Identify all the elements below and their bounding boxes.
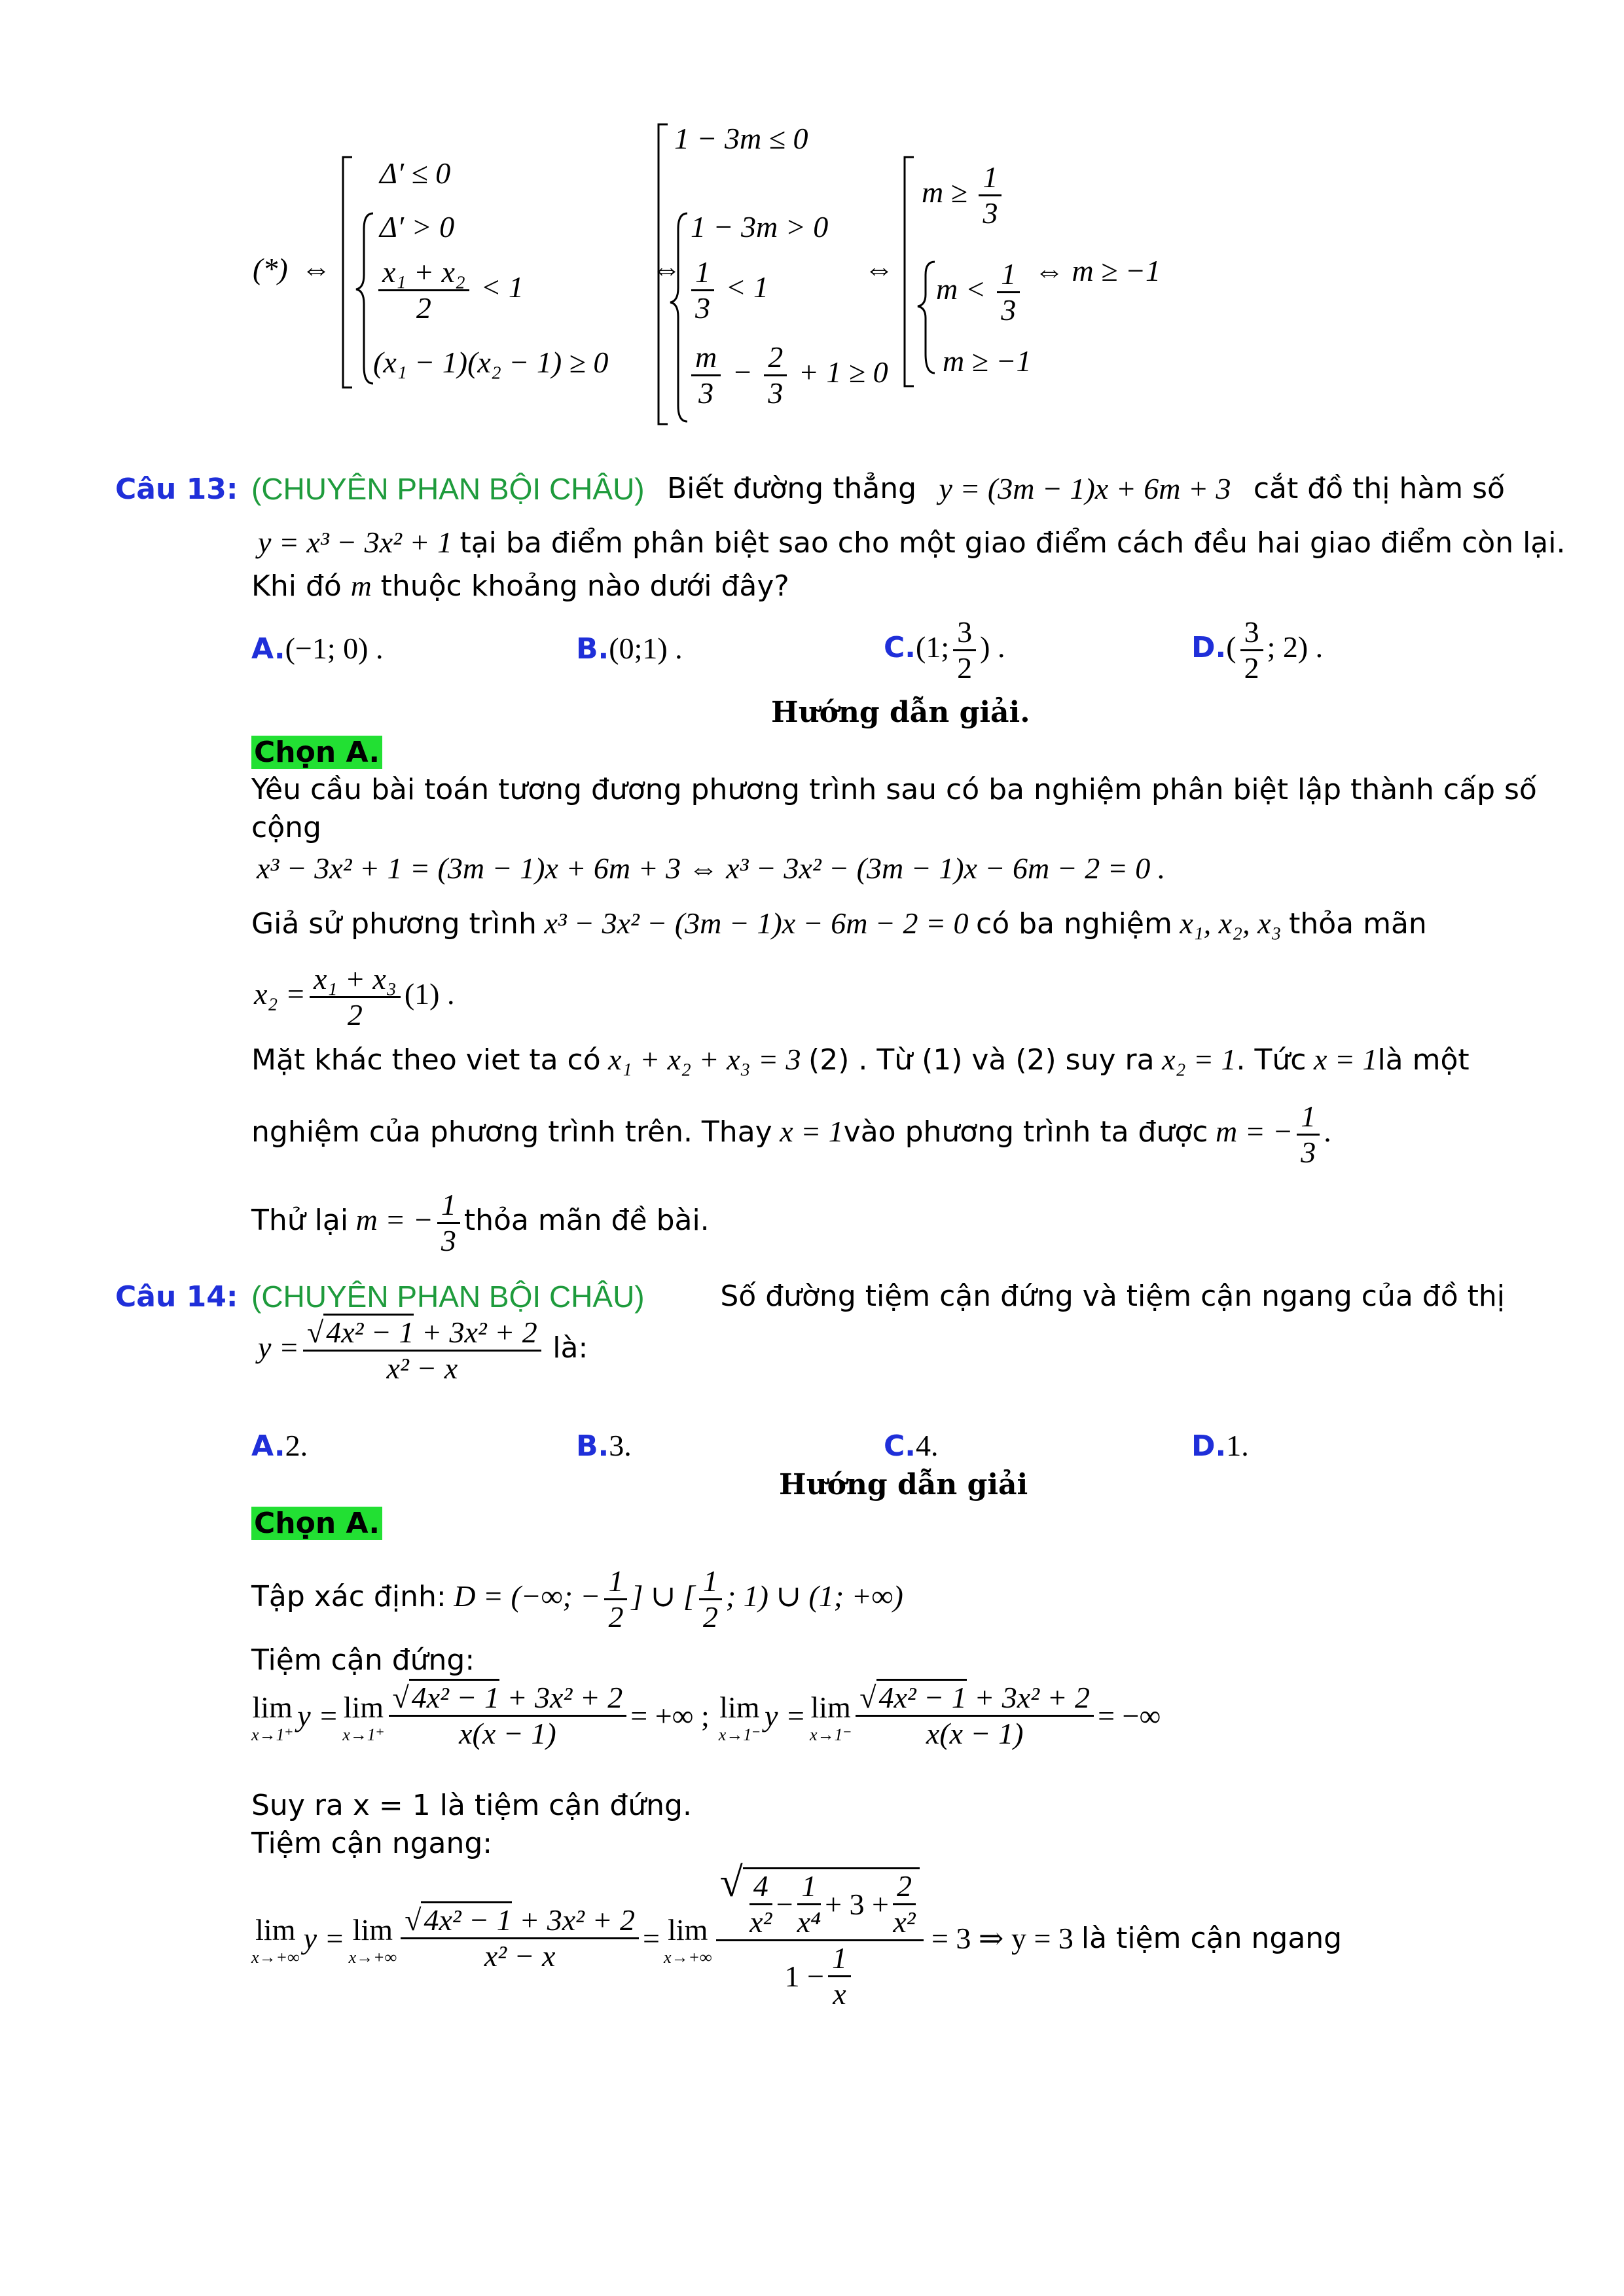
solution-equation: x³ − 3x² + 1 = (3m − 1)x + 6m + 3 ⇔ x³ − 3x² − (3m − 1)x − 6m − 2 = 0 .	[257, 852, 1166, 885]
fraction: $\frac{1}{2}$	[699, 1564, 722, 1634]
question-label: Câu 14:	[115, 1280, 238, 1314]
fraction: $\frac{\text{√4x² − 1 + 3x² + 2}}{\text{x² − x}}$	[303, 1316, 541, 1386]
fraction: $\frac{m}{3}$	[691, 340, 721, 410]
fraction: $\frac{1}{3}$	[979, 160, 1001, 230]
function-definition: y = $\frac{\text{√4x² − 1 + 3x² + 2}}{\text{x² − x}}$ là:	[258, 1316, 588, 1386]
question-text: Số đường tiệm cận đứng và tiệm cận ngang của đồ thị	[720, 1280, 1505, 1313]
option-c[interactable]: C.(1; $\frac{3}{2}$ ) .	[884, 615, 1005, 685]
equiv-arrow: ⇔	[301, 252, 331, 285]
answer-highlight: Chọn A.	[251, 1504, 382, 1543]
fraction: √ $\frac{4}{\text{x²}}$ − $\frac{1}{\text{x⁴}}$ + 3 + $\frac{2}{\text{x²}}$ 1 − $\frac{1}{x}$	[716, 1865, 924, 2011]
bracket-group3	[905, 157, 914, 386]
fraction: $\frac{4}{\text{x²}}$	[749, 1869, 772, 1939]
bracket-group1	[343, 157, 352, 387]
option-a[interactable]: A.2.	[251, 1429, 308, 1463]
m-condition-4: $\frac{m}{3}$ − $\frac{2}{3}$ + 1 ≥ 0	[687, 340, 888, 410]
product-condition: (x₁ − 1)(x₂ − 1) ≥ 0	[373, 346, 609, 379]
limit-operator: lim x→1⁻	[810, 1690, 852, 1744]
m-condition-2: 1 − 3m > 0	[691, 210, 829, 243]
question-14-line1	[251, 1278, 1505, 1316]
brace-group1	[356, 213, 373, 384]
limit-operator: lim x→+∞	[663, 1912, 712, 1967]
x2-definition: x₂ = $\frac{\text{x₁ + x₃}}{2}$ (1) .	[254, 962, 455, 1031]
brace-group2	[670, 213, 687, 422]
fraction: $\frac{\text{√4x² − 1 + 3x² + 2}}{x(x - 1)}$	[856, 1681, 1094, 1751]
system-brackets	[0, 0, 1624, 458]
fraction: $\frac{1}{3}$	[691, 255, 714, 325]
limit-operator: lim x→1⁻	[718, 1690, 761, 1744]
option-c[interactable]: C.4.	[884, 1429, 939, 1463]
fraction: $\frac{1}{3}$	[997, 257, 1020, 327]
m-condition-3: $\frac{1}{3}$ < 1	[687, 255, 768, 325]
fraction: $\frac{\text{x₁ + x₂}}{2}$	[378, 255, 469, 325]
question-13-line3: Khi đó m thuộc khoảng nào dưới đây?	[251, 569, 789, 603]
solution-heading: Hướng dẫn giải.	[771, 696, 1030, 729]
fraction: $\frac{3}{2}$	[953, 615, 976, 685]
solution-heading: Hướng dẫn giải	[779, 1468, 1028, 1501]
answer-highlight: Chọn A.	[251, 733, 382, 772]
bracket-group2	[659, 124, 668, 424]
equiv-arrow: ⇔	[864, 252, 894, 285]
final-result: ⇔ m ≥ −1	[1034, 254, 1161, 287]
vertical-asymptote-conclusion: Suy ra x = 1 là tiệm cận đứng.	[251, 1789, 692, 1822]
cubic-function: y = x³ − 3x² + 1	[258, 526, 452, 559]
solution-line: Thử lại m = − $\frac{1}{3}$ thỏa mãn đề bài.	[251, 1188, 710, 1257]
question-13-line2	[258, 524, 1565, 562]
line-equation: y = (3m − 1)x + 6m + 3	[939, 472, 1231, 505]
limit-line-vertical: lim x→1⁺ y = lim x→1⁺ $\frac{\text{√4x² − 1 + 3x² + 2}}{x(x - 1)}$ = +∞ ; lim x→1⁻ y = lim x→1⁻ $\frac{\text{√4x² − 1 + 3x² + 2}}{x(x - 1)}$ = −∞	[251, 1681, 1161, 1751]
limit-operator: lim x→1⁺	[342, 1690, 385, 1744]
question-14-header	[115, 1278, 238, 1316]
m-result-3: m ≥ −1	[943, 344, 1032, 378]
question-source: (CHUYÊN PHAN BỘI CHÂU)	[251, 1280, 645, 1314]
brace-group3	[918, 262, 935, 373]
horizontal-asymptote-title: Tiệm cận ngang:	[251, 1827, 493, 1860]
option-d[interactable]: D.1.	[1191, 1429, 1249, 1463]
solution-line: nghiệm của phương trình trên. Thay x = 1vào phương trình ta được m = − $\frac{1}{3}$ .	[251, 1100, 1331, 1169]
m-condition-1: 1 − 3m ≤ 0	[674, 122, 808, 155]
question-source: (CHUYÊN PHAN BỘI CHÂU)	[251, 472, 645, 506]
fraction: $\frac{3}{2}$	[1240, 615, 1263, 685]
solution-text: Yêu cầu bài toán tương đương phương trình sau có ba nghiệm phân biệt lập thành cấp số	[251, 773, 1537, 806]
fraction: $\frac{\text{√4x² − 1 + 3x² + 2}}{\text{x² − x}}$	[401, 1903, 639, 1973]
delta-le-zero: Δ′ ≤ 0	[380, 156, 451, 190]
limit-line-horizontal: lim x→+∞ y = lim x→+∞ $\frac{\text{√4x² − 1 + 3x² + 2}}{\text{x² − x}}$ = lim x→+∞ √ $\frac{4}{\text{x²}}$ − $\frac{1}{\text{x⁴}}$ + 3 + $\frac{2}{\text{x²}}$ 1 − $\frac{1}{x}$ = 3 ⇒ y = 3 là tiệm cận ngang	[251, 1859, 1343, 2011]
question-text: cắt đồ thị hàm số	[1253, 472, 1505, 505]
fraction: $\frac{1}{x}$	[828, 1941, 851, 2011]
fraction: $\frac{1}{\text{x⁴}}$	[797, 1869, 821, 1939]
fraction: $\frac{1}{3}$	[1297, 1100, 1320, 1170]
option-a[interactable]: A.(−1; 0) .	[251, 632, 384, 666]
fraction: $\frac{\text{√4x² − 1 + 3x² + 2}}{x(x - 1)}$	[389, 1681, 627, 1751]
m-result-1: m ≥ $\frac{1}{3}$	[922, 160, 1005, 230]
option-d[interactable]: D.( $\frac{3}{2}$ ; 2) .	[1191, 615, 1324, 685]
solution-line: Giả sử phương trình x³ − 3x² − (3m − 1)x − 6m − 2 = 0 có ba nghiệm x₁, x₂, x₃ thỏa mãn	[251, 906, 1427, 941]
option-b[interactable]: B.(0;1) .	[576, 632, 683, 666]
question-13-line1	[251, 470, 1505, 508]
solution-text: cộng	[251, 811, 321, 844]
question-label: Câu 13:	[115, 473, 238, 506]
limit-operator: lim x→+∞	[251, 1912, 300, 1967]
fraction: $\frac{2}{3}$	[764, 340, 787, 410]
question-text: tại ba điểm phân biệt sao cho một giao điểm cách đều hai giao điểm còn lại.	[460, 526, 1566, 560]
star-marker: (*)	[253, 252, 288, 285]
solution-line: Mặt khác theo viet ta có x₁ + x₂ + x₃ = 3 (2) . Từ (1) và (2) suy ra x₂ = 1. Tức x = 1là một	[251, 1043, 1470, 1077]
domain-line: Tập xác định: D = (−∞; − $\frac{1}{2}$ ] ∪ [ $\frac{1}{2}$ ; 1) ∪ (1; +∞)	[251, 1564, 903, 1634]
sum-over-two-condition: $\frac{\text{x₁ + x₂}}{2}$ < 1	[374, 255, 524, 325]
fraction: $\frac{\text{x₁ + x₃}}{2}$	[310, 962, 401, 1032]
limit-operator: lim x→1⁺	[251, 1690, 294, 1744]
delta-gt-zero: Δ′ > 0	[380, 210, 455, 243]
fraction: $\frac{1}{3}$	[437, 1188, 460, 1258]
vertical-asymptote-title: Tiệm cận đứng:	[251, 1643, 475, 1677]
equiv-arrow: ⇔	[651, 252, 681, 285]
m-result-2: m < $\frac{1}{3}$	[936, 257, 1024, 327]
fraction: $\frac{1}{2}$	[604, 1564, 627, 1634]
option-b[interactable]: B.3.	[576, 1429, 632, 1463]
question-text: Biết đường thẳng	[666, 472, 917, 505]
question-13-header	[115, 470, 238, 509]
limit-operator: lim x→+∞	[348, 1912, 397, 1967]
fraction: $\frac{2}{\text{x²}}$	[893, 1869, 916, 1939]
